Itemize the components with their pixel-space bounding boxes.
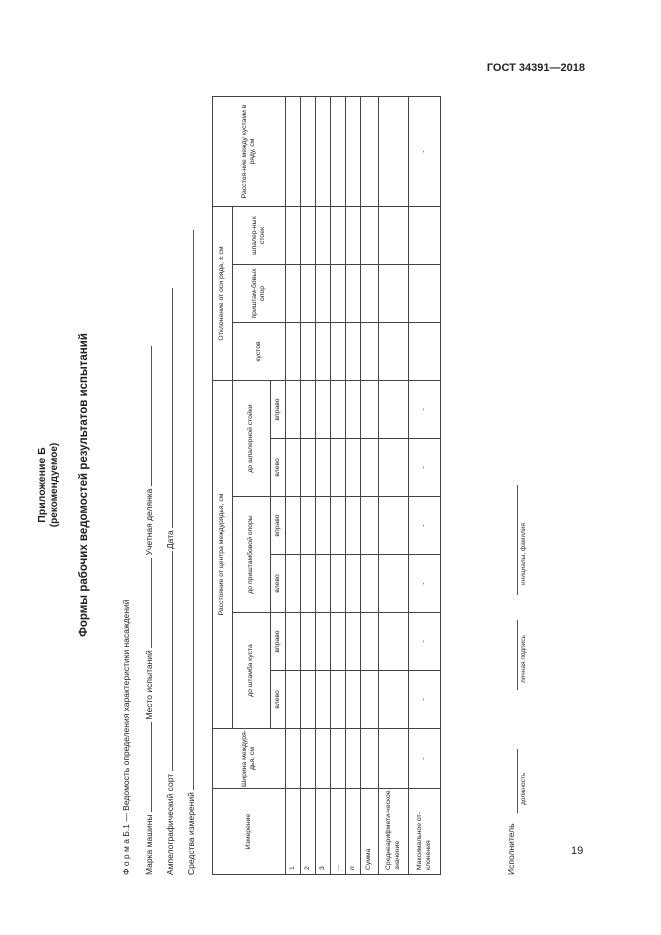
signature-line	[517, 620, 518, 690]
field-instruments	[184, 230, 196, 875]
dash-cell: -	[409, 729, 441, 789]
row-label: 1	[286, 789, 301, 875]
appendix-title: Приложение Б	[36, 447, 48, 523]
row-label: 3	[316, 789, 331, 875]
dash-cell: -	[409, 671, 441, 729]
appendix-heading: Формы рабочих ведомостей результатов испытаний	[78, 333, 90, 637]
header-left: влево	[271, 555, 286, 613]
header-to-trellis: до шпалерной стойки	[233, 381, 271, 497]
name-caption: инициалы, фамилия	[520, 523, 527, 585]
header-right: вправо	[271, 497, 286, 555]
dash-cell: -	[409, 555, 441, 613]
standard-number: ГОСТ 34391—2018	[486, 62, 585, 74]
header-right: вправо	[271, 381, 286, 439]
dash-cell: -	[409, 97, 441, 207]
header-dev-trellis: шпалер-ных стоек	[233, 207, 286, 265]
row-label: 2	[301, 789, 316, 875]
row-mean: Среднеарифмети-ческое значение	[379, 789, 409, 875]
field-date-label: Дата	[165, 530, 175, 550]
row-label: n	[346, 789, 361, 875]
dash-cell: -	[409, 613, 441, 671]
header-width: Ширина междуря-дья, см	[213, 729, 286, 789]
header-distance-group: Расстояние от центра междурядья, см	[213, 381, 233, 729]
field-machine-label: Марка машины	[144, 814, 154, 875]
executor-label: Исполнитель	[506, 823, 516, 875]
signature-caption: личная подпись	[520, 635, 527, 683]
field-machine	[142, 346, 154, 875]
field-variety	[163, 288, 175, 875]
header-left: влево	[271, 671, 286, 729]
header-left: влево	[271, 439, 286, 497]
field-plot-label: Учетная делянка	[144, 488, 154, 556]
position-caption: должность	[520, 772, 527, 805]
header-to-support: до приштамбовой опоры	[233, 497, 271, 613]
field-instruments-label: Средства измерений	[186, 792, 196, 875]
header-to-trunk: до штамба куста	[233, 613, 271, 729]
dash-cell: -	[409, 439, 441, 497]
measurement-table	[212, 96, 441, 875]
header-deviation-group: Отклонение от оси ряда, ± см	[213, 207, 233, 381]
header-dev-bushes: кустов	[233, 323, 286, 381]
field-variety-label: Ампелографический сорт	[165, 773, 175, 875]
form-caption: Ф о р м а Б.1 — Ведомость определения характеристики насаждений	[121, 599, 131, 875]
header-spacing: Расстоя-ние между кустами в ряду, см	[213, 97, 286, 207]
header-dev-supports: приштам-бовых опор	[233, 265, 286, 323]
name-line	[517, 485, 518, 595]
row-maxdev: Максимальное от-клонения	[409, 789, 441, 875]
field-place-label: Место испытаний	[144, 650, 154, 720]
header-right: вправо	[271, 613, 286, 671]
appendix-status: (рекомендуемое)	[49, 442, 60, 528]
header-measurement: Измерение	[213, 789, 286, 875]
row-label: ...	[331, 789, 346, 875]
row-sum: Сумма	[361, 789, 379, 875]
position-line	[517, 749, 518, 813]
dash-cell: -	[409, 381, 441, 439]
page-number: 19	[571, 845, 584, 857]
rotated-page-content	[36, 95, 596, 875]
dash-cell: -	[409, 497, 441, 555]
